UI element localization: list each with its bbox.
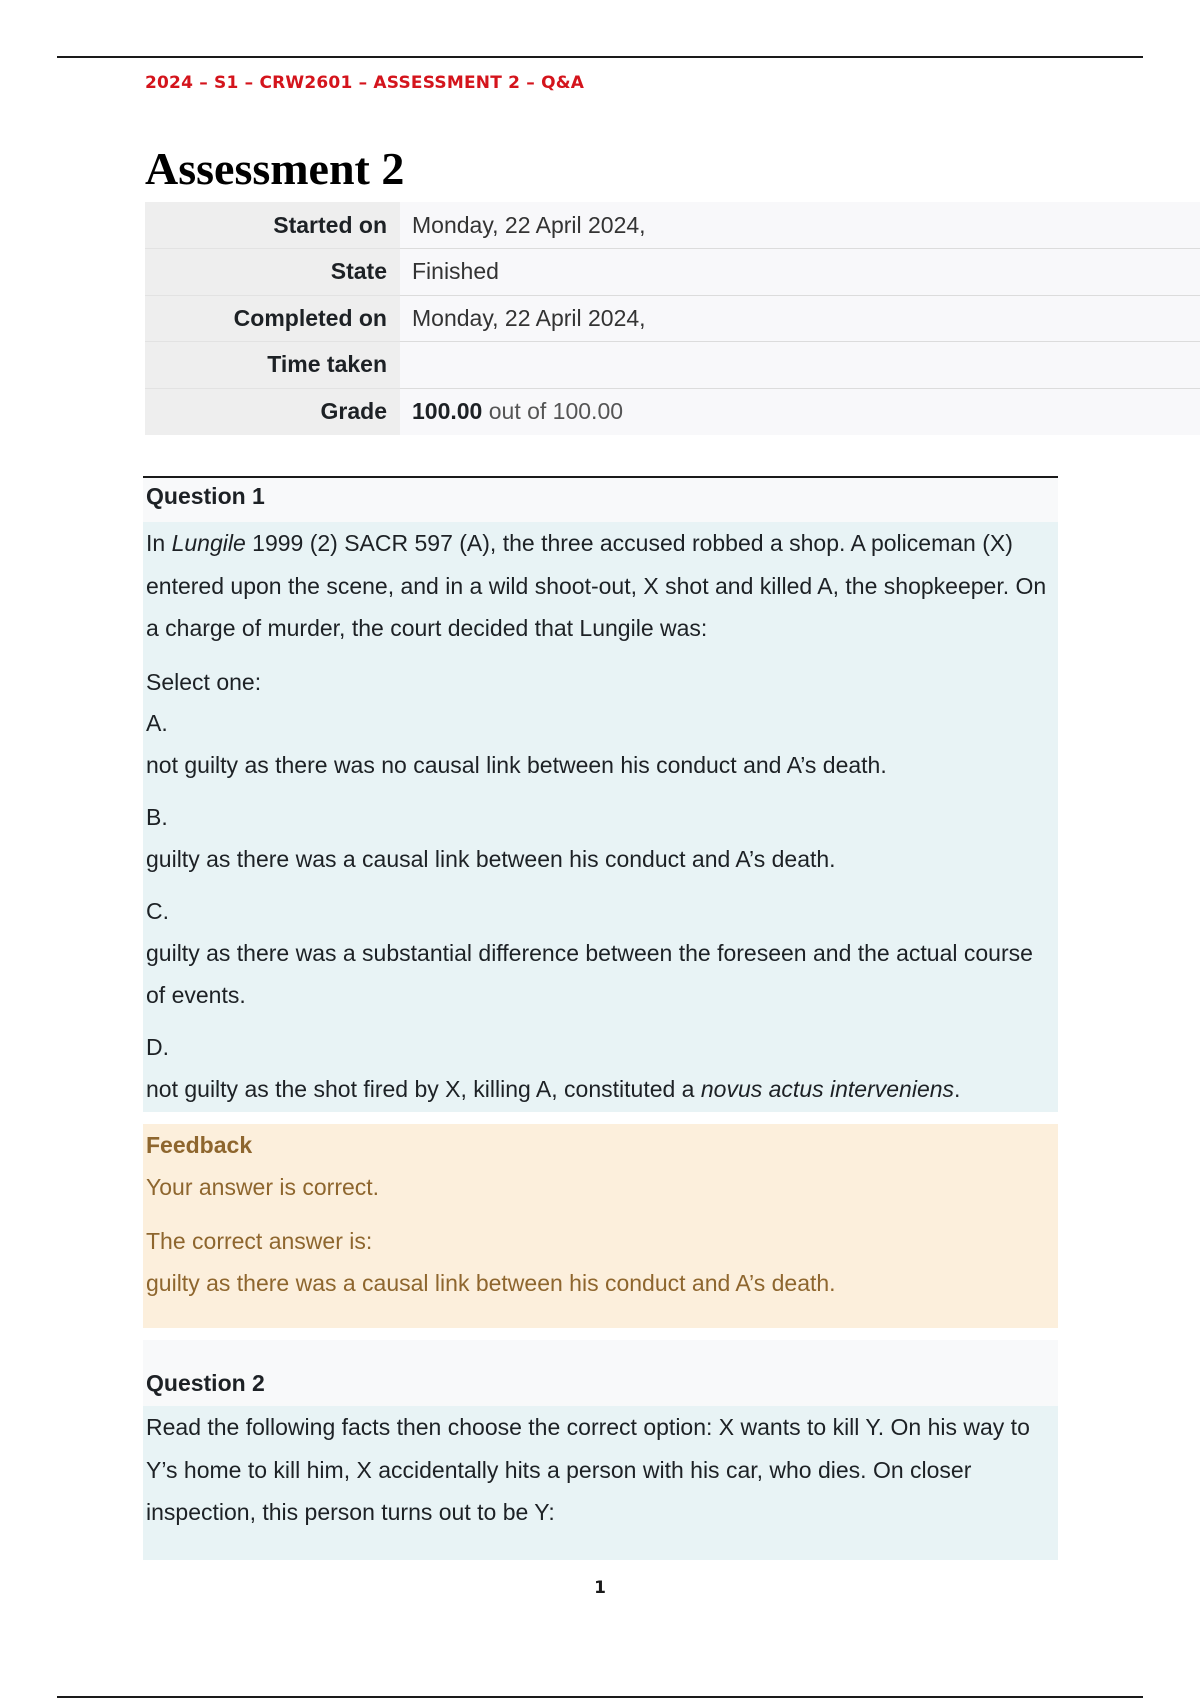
option-a-letter[interactable]: A. (146, 709, 168, 736)
feedback-correct-label: The correct answer is: (146, 1227, 373, 1254)
option-d-latin-term: novus actus interveniens (700, 1075, 955, 1102)
question-body (143, 522, 1058, 1112)
question-heading: Question 2 (143, 1340, 1058, 1406)
summary-row-started (145, 202, 1200, 249)
summary-row-grade (145, 388, 1200, 435)
summary-row-time-taken (145, 342, 1200, 389)
question-text-rest: 1999 (2) SACR 597 (A), the three accused robbed a shop. A policeman (X) entered upon the scene, and in a wild shoot-out, X shot and killed A, the shopkeeper. On a charge of murder, the court decided that Lungile was: (146, 530, 1047, 641)
option-c-letter[interactable]: C. (146, 897, 169, 924)
option-d-text-start: not guilty as the shot fired by X, killing A, constituted a (146, 1075, 701, 1102)
option-b-letter[interactable]: B. (146, 803, 168, 830)
summary-label: Completed on (145, 295, 400, 342)
summary-value: Monday, 22 April 2024, (400, 295, 1200, 342)
feedback-heading: Feedback (146, 1131, 253, 1158)
option-d-text[interactable] (146, 1068, 1055, 1112)
summary-value (400, 388, 1200, 435)
top-rule (57, 56, 1143, 58)
question-text (146, 522, 1055, 650)
summary-row-completed (145, 295, 1200, 342)
grade-score: 100.00 (412, 398, 483, 424)
option-a-text[interactable]: not guilty as there was no causal link between his conduct and A’s death. (146, 751, 887, 778)
feedback-box (143, 1124, 1058, 1328)
question-text-start: In (146, 530, 172, 556)
case-name: Lungile (171, 530, 246, 556)
page-number: 1 (594, 1578, 606, 1598)
summary-label: Time taken (145, 342, 400, 389)
option-d-text-end: . (954, 1075, 961, 1102)
question-body (143, 1406, 1058, 1560)
summary-label: Started on (145, 202, 400, 249)
question-2 (143, 1340, 1058, 1560)
option-d-letter[interactable]: D. (146, 1033, 169, 1060)
summary-label: State (145, 249, 400, 296)
feedback-result: Your answer is correct. (146, 1173, 380, 1200)
option-c-text[interactable]: guilty as there was a substantial difference between the foreseen and the actual course of events. (146, 939, 1033, 1008)
grade-max: out of 100.00 (482, 398, 624, 424)
question-1 (143, 476, 1058, 1328)
option-b-text[interactable]: guilty as there was a causal link between his conduct and A’s death. (146, 845, 836, 872)
summary-value: Finished (400, 249, 1200, 296)
question-text: Read the following facts then choose the correct option: X wants to kill Y. On his way to Y’s home to kill him, X accidentally hits a person with his car, who dies. On closer inspection, this person turns out to be Y: (146, 1414, 1030, 1525)
summary-value (400, 342, 1200, 389)
page-title: Assessment 2 (145, 143, 405, 194)
summary-label: Grade (145, 388, 400, 435)
summary-row-state (145, 249, 1200, 296)
question-heading: Question 1 (143, 478, 1058, 522)
bottom-rule (57, 1696, 1143, 1698)
feedback-correct-answer: guilty as there was a causal link between his conduct and A’s death. (146, 1269, 836, 1296)
document-header: 2024 – S1 – CRW2601 – ASSESSMENT 2 – Q&A (145, 73, 585, 93)
select-prompt: Select one: (146, 668, 262, 695)
attempt-summary-table (145, 202, 1200, 435)
summary-value: Monday, 22 April 2024, (400, 202, 1200, 249)
